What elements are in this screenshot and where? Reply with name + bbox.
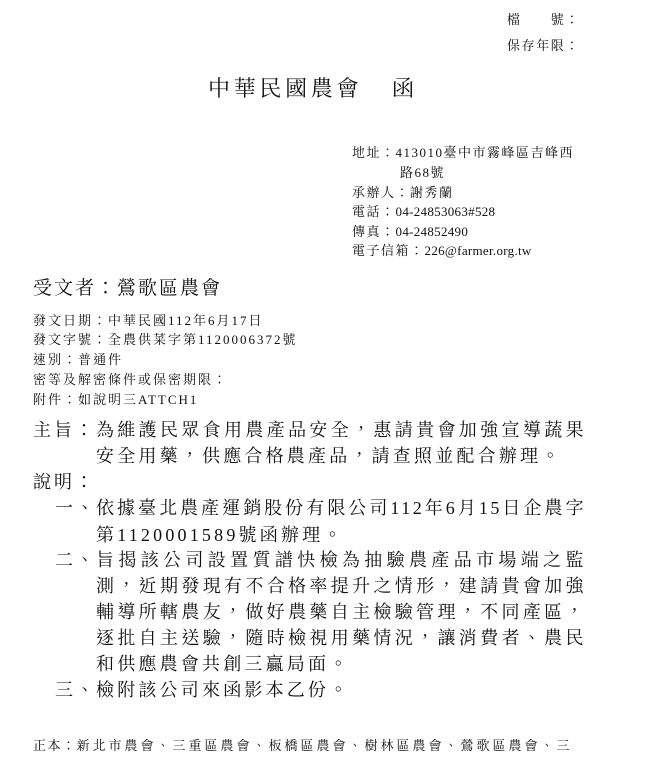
attachment-label: 附件： bbox=[33, 392, 79, 407]
dispatch-reference-line bbox=[33, 332, 298, 348]
explanation-item-line: 逐批自主送驗，隨時檢視用藥情況，讓消費者、農民 bbox=[96, 628, 586, 648]
document-type-title: 函 bbox=[392, 76, 418, 101]
dispatch-date-value: 中華民國112年6月17日 bbox=[108, 313, 264, 328]
dispatch-reference-value: 全農供菜字第1120006372號 bbox=[108, 332, 298, 347]
subject-label: 主旨： bbox=[33, 420, 96, 440]
fax-value: 04-24852490 bbox=[395, 224, 469, 239]
distribution-recipients: 新北市農會、三重區農會、板橋區農會、樹林區農會、鶯歌區農會、三 bbox=[76, 738, 573, 753]
recipient-line bbox=[33, 278, 222, 300]
distribution-label: 正本： bbox=[33, 738, 77, 753]
priority-value: 普通件 bbox=[78, 352, 124, 367]
attachment-line bbox=[33, 392, 198, 408]
recipient-name: 鶯歌區農會 bbox=[117, 278, 223, 299]
priority-label: 速別： bbox=[33, 352, 79, 367]
explanation-item-line: 測，近期發現有不合格率提升之情形，建請貴會加強 bbox=[96, 576, 586, 596]
email-label: 電子信箱： bbox=[352, 243, 425, 258]
file-number-label: 檔 號： bbox=[507, 12, 581, 27]
explanation-item-line: 第1120001589號函辦理。 bbox=[96, 525, 345, 545]
address-value-line1: 413010臺中市霧峰區吉峰西 bbox=[395, 145, 575, 160]
contact-email-line bbox=[352, 243, 532, 259]
explanation-item-number: 三、 bbox=[55, 680, 97, 700]
fax-label: 傳真： bbox=[352, 224, 396, 239]
address-label: 地址： bbox=[352, 145, 396, 160]
address-value-line2: 路68號 bbox=[400, 165, 446, 180]
phone-label: 電話： bbox=[352, 204, 396, 219]
explanation-label: 說明： bbox=[33, 472, 96, 492]
email-value: 226@farmer.org.tw bbox=[424, 243, 532, 258]
classification-label: 密等及解密條件或保密期限： bbox=[33, 372, 229, 387]
subject-text-line: 安全用藥，供應合格農產品，請查照並配合辦理。 bbox=[96, 446, 563, 466]
handler-name: 謝秀蘭 bbox=[410, 185, 454, 200]
retention-period-label: 保存年限： bbox=[507, 38, 581, 53]
explanation-item-line: 和供應農會共創三贏局面。 bbox=[96, 654, 351, 674]
explanation-item-line: 檢附該公司來函影本乙份。 bbox=[96, 680, 351, 700]
handler-label: 承辦人： bbox=[352, 185, 411, 200]
explanation-item-line: 旨揭該公司設置質譜快檢為抽驗農產品市場端之監 bbox=[96, 550, 586, 570]
issuing-organization-title: 中華民國農會 bbox=[208, 76, 363, 101]
explanation-item-number: 一、 bbox=[55, 498, 97, 518]
dispatch-date-label: 發文日期： bbox=[33, 313, 109, 328]
contact-handler-line bbox=[352, 185, 454, 201]
distribution-line bbox=[33, 738, 573, 754]
contact-fax-line bbox=[352, 224, 468, 240]
explanation-item-number: 二、 bbox=[55, 550, 97, 570]
explanation-item-line: 依據臺北農產運銷股份有限公司112年6月15日企農字 bbox=[96, 498, 586, 518]
contact-address-line bbox=[352, 145, 574, 161]
dispatch-date-line bbox=[33, 313, 264, 329]
phone-value: 04-24853063#528 bbox=[395, 204, 496, 219]
explanation-item-line: 輔導所轄農友，做好農藥自主檢驗管理，不同產區， bbox=[96, 602, 586, 622]
subject-text-line: 為維護民眾食用農產品安全，惠請貴會加強宣導蔬果 bbox=[96, 420, 586, 440]
priority-line bbox=[33, 352, 123, 368]
recipient-label: 受文者： bbox=[33, 278, 118, 299]
dispatch-reference-label: 發文字號： bbox=[33, 332, 109, 347]
contact-phone-line bbox=[352, 204, 495, 220]
attachment-value: 如說明三ATTCH1 bbox=[78, 392, 199, 407]
